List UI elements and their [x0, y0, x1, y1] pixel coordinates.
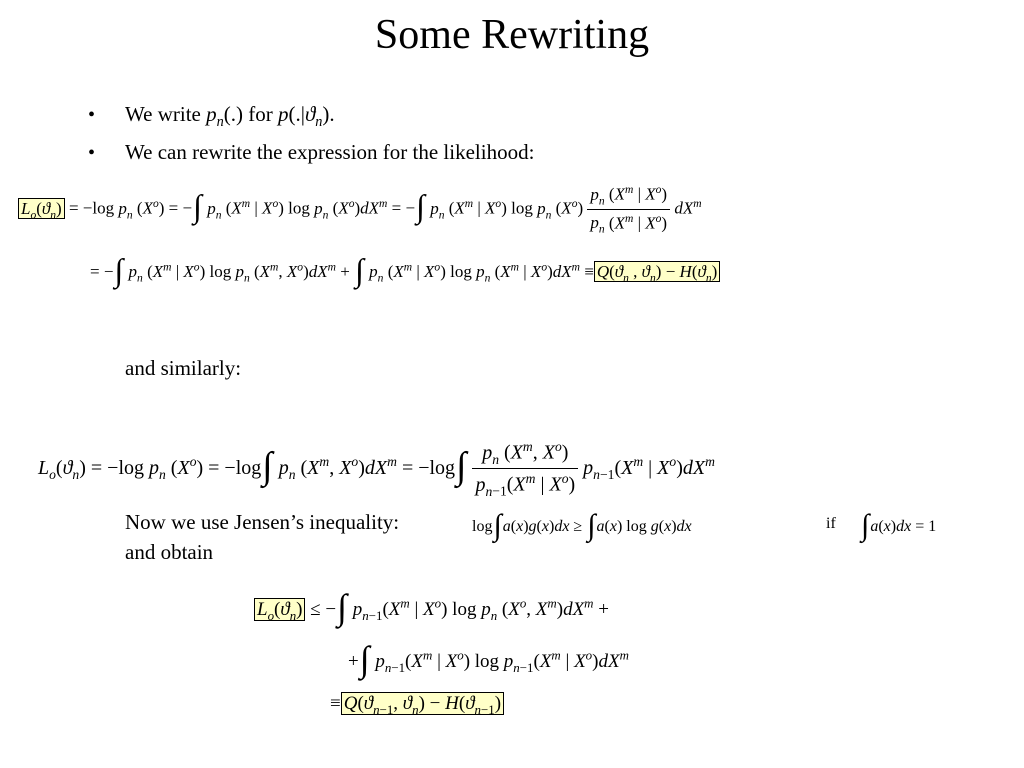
fraction-1: $\frac{p_n (X^m | X^o)}{p_n (X^m | X^o)}$ — [587, 184, 670, 235]
formula-p-given-theta: $p(.|ϑ_n)$. — [278, 102, 335, 131]
if-text: if — [826, 515, 836, 532]
bound-line-1: $L_o(ϑ_n)$ ≤ −∫ $p_{n-1}(X^m$ | $X^o$) $\log p_n$ ($X^o$, $X^m)dX^m$ + — [254, 594, 609, 623]
and-similarly-text: and similarly: — [125, 356, 242, 380]
highlight-box-lo: $L_o(ϑ_n)$ — [18, 198, 65, 219]
and-obtain-text: and obtain — [125, 540, 214, 564]
bound-line-3: ≡ $Q(ϑ_{n-1}$, $ϑ_n) - H(ϑ_{n-1})$ — [330, 694, 504, 717]
fraction-2: $\frac{p_n (X^m, X^o)}{p_{n-1}(X^m | X^o)}$ — [472, 440, 578, 499]
formula-pn: $p_n(.)$ — [206, 102, 243, 131]
bullet-marker-2: • — [88, 142, 96, 164]
similar-equation: $L_o(ϑ_n) = -\log$ $p_n$ $(X^o) = -\log\int$ $p_n$ ($X^m$, $X^o)dX^m = -\log\int$ $\frac{p_n (X^m, X^o)}{p_{n-1}(X^m | X^o)}$ $p_{n-1}(X^m$ | $X^o)dX^m$ — [38, 439, 715, 499]
bullet-marker-1: • — [88, 104, 96, 126]
bullet-1-text: We write — [125, 102, 207, 126]
highlight-box-lo-bound: $L_o(ϑ_n)$ — [254, 598, 305, 621]
highlight-box-q-h: $Q(ϑ_n$ , $ϑ_n) - H(ϑ_n)$ — [594, 261, 720, 282]
bullet-1-for: for — [243, 102, 278, 126]
bullet-1 — [125, 104, 335, 129]
jensen-inequality: log∫a(x)g(x)dx ≥ ∫a(x) log g(x)dx — [472, 507, 692, 542]
bound-line-2: +∫ $p_{n-1}(X^m$ | $X^o$) $\log p_{n-1}(X^m$ | $X^o)dX^m$ — [348, 639, 629, 680]
likelihood-equation-line-2: = −∫ $p_n$ ($X^m$ | $X^o$) $\log p_n$ ($X^m$, $X^o)dX^m$ + ∫ $p_n$ ($X^m$ | $X^o$) $\log p_n$ ($X^m$ | $X^o)dX^m \equiv Q(ϑ_n$ , $ϑ_n) - H(ϑ_n)$ — [90, 258, 720, 284]
bullet-2: We can rewrite the expression for the likelihood: — [125, 140, 535, 164]
page-title: Some Rewriting — [374, 12, 650, 58]
highlight-box-q-h-bound: $Q(ϑ_{n-1}$, $ϑ_n) - H(ϑ_{n-1})$ — [341, 692, 504, 715]
likelihood-equation-line-1: $L_o(ϑ_n) = -\log$ $p_n$ $(X^o)$ = −∫ $p_n$ ($X^m$ | $X^o$) $\log p_n$ $(X^o)dX^m$ = −∫ $p_n$ ($X^m$ | $X^o$) $\log p_n$ $(X^o)$ $\frac{p_n (X^m | X^o)}{p_n (X^m | X^o)}$ $dX^m$ — [18, 184, 702, 235]
normalization-condition: ∫a(x)dx = 1 — [861, 507, 937, 542]
jensen-text: Now we use Jensen’s inequality: — [125, 510, 400, 534]
